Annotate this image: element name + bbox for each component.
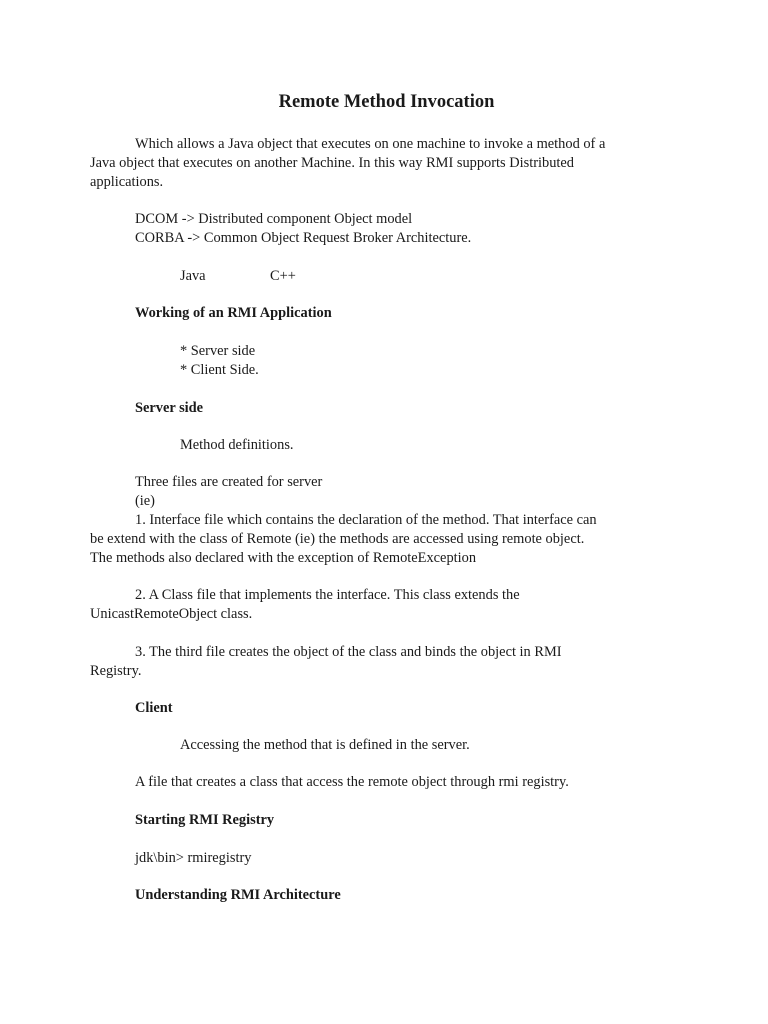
acronym-corba: CORBA -> Common Object Request Broker Architecture.: [135, 230, 472, 246]
side-server: * Server side: [180, 343, 256, 359]
language-java: Java: [180, 268, 206, 284]
languages-row: [180, 267, 380, 286]
language-cpp: C++: [270, 268, 296, 284]
point-2-line-1: 2. A Class file that implements the interface. This class extends the: [135, 587, 520, 603]
point-1-line-3: The methods also declared with the exception of RemoteException: [90, 550, 477, 566]
working-heading: Working of an RMI Application: [135, 305, 332, 321]
point-3-line-1: 3. The third file creates the object of the class and binds the object in RMI: [135, 644, 562, 660]
registry-heading: Starting RMI Registry: [135, 812, 275, 828]
method-definitions: Method definitions.: [180, 437, 294, 453]
registry-command: jdk\bin> rmiregistry: [135, 850, 252, 866]
intro-line-2: Java object that executes on another Machine. In this way RMI supports Distributed: [90, 155, 574, 171]
server-heading: Server side: [135, 400, 204, 416]
acronym-dcom: DCOM -> Distributed component Object model: [135, 211, 413, 227]
client-access-text: Accessing the method that is defined in the server.: [180, 737, 470, 753]
point-1-line-2: be extend with the class of Remote (ie) the methods are accessed using remote object.: [90, 531, 585, 547]
point-1-line-1: 1. Interface file which contains the declaration of the method. That interface can: [135, 512, 597, 528]
three-files-text: Three files are created for server: [135, 474, 323, 490]
architecture-heading: Understanding RMI Architecture: [135, 887, 341, 903]
page-title: Remote Method Invocation: [278, 92, 495, 112]
intro-line-3: applications.: [90, 174, 164, 190]
client-file-text: A file that creates a class that access the remote object through rmi registry.: [135, 774, 569, 790]
intro-line-1: Which allows a Java object that executes on one machine to invoke a method of a: [135, 136, 606, 152]
point-3-line-2: Registry.: [90, 663, 142, 679]
ie-text: (ie): [135, 493, 155, 509]
client-heading: Client: [135, 700, 173, 716]
side-client: * Client Side.: [180, 362, 259, 378]
point-2-line-2: UnicastRemoteObject class.: [90, 606, 253, 622]
